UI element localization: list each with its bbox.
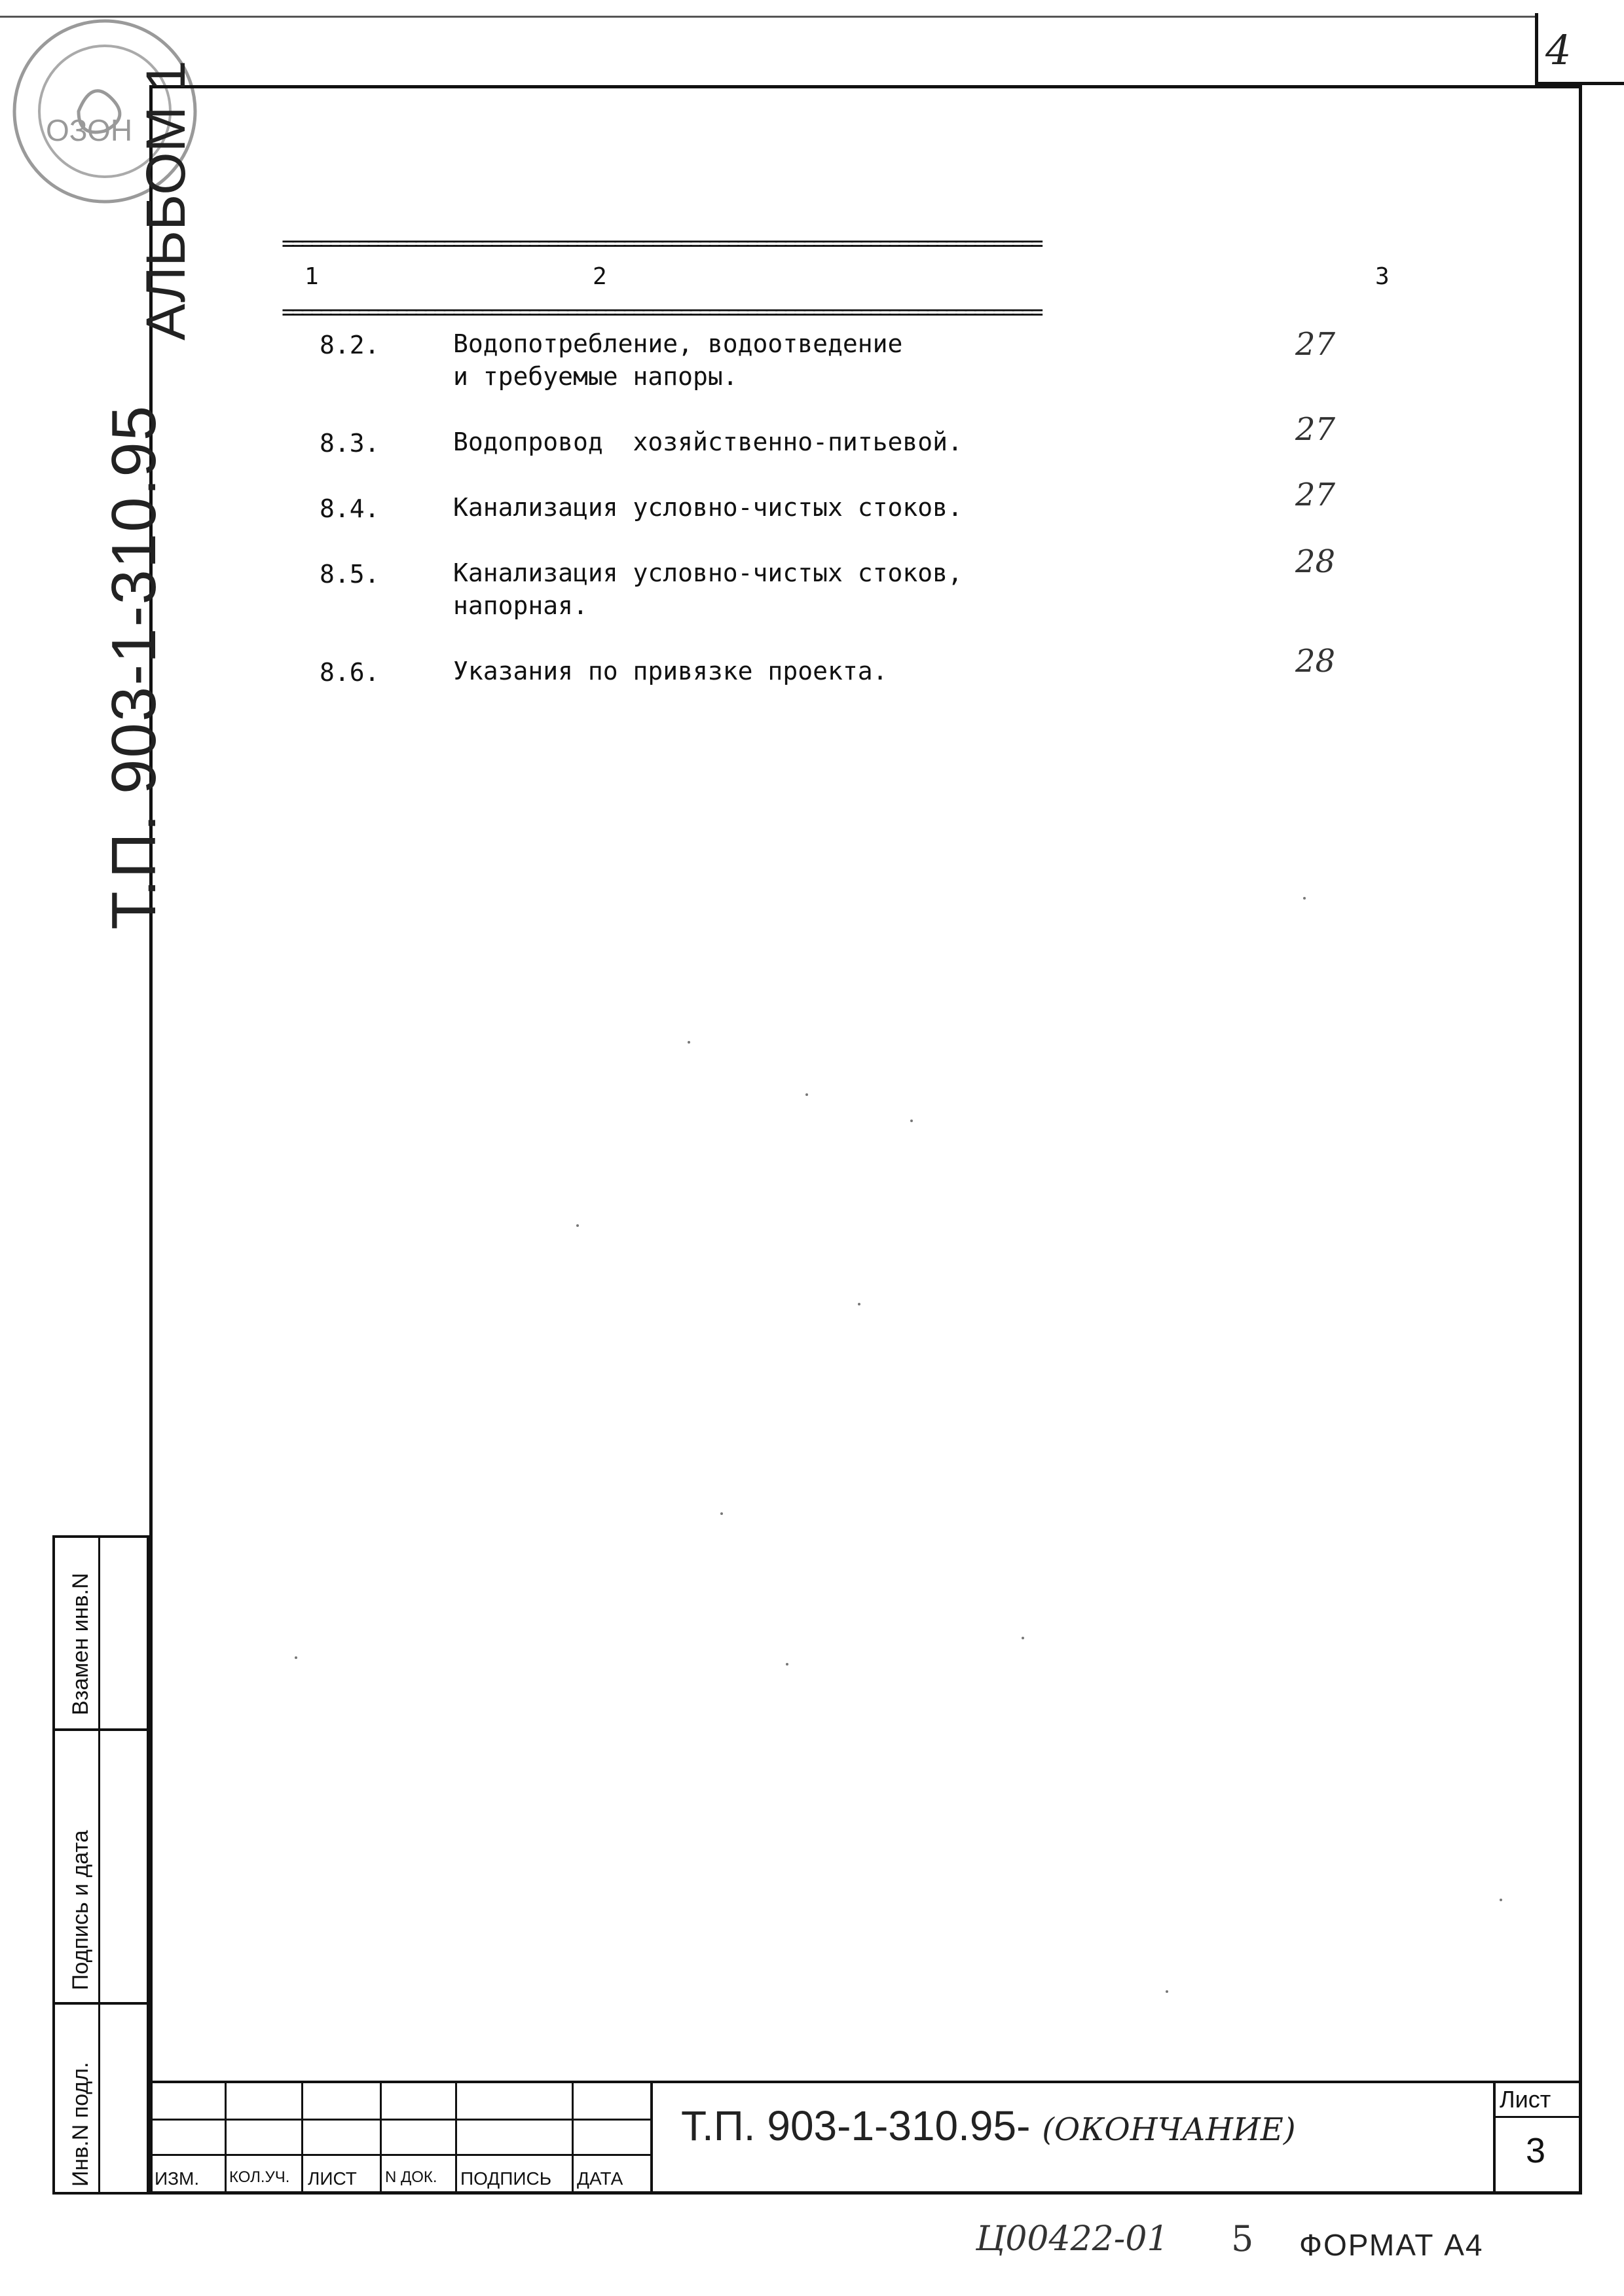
row-number: 8.2. [320, 331, 380, 359]
corner-sheet-number: 4 [1545, 26, 1572, 74]
title-block-top-line [149, 2081, 1582, 2083]
column-header-3: 3 [1375, 263, 1390, 290]
designation-suffix: (ОКОНЧАНИЕ) [1042, 2111, 1296, 2148]
row-page: 27 [1295, 477, 1336, 513]
title-block-col-line [572, 2081, 574, 2195]
drawing-frame [149, 85, 1582, 2195]
sheet-label: Лист [1500, 2086, 1551, 2113]
footer-code: Ц00422-01 [976, 2219, 1169, 2259]
title-block-col-line [455, 2081, 457, 2195]
row-page: 27 [1295, 326, 1336, 363]
top-border-line [0, 16, 1535, 18]
title-block-col-line [1493, 2081, 1496, 2195]
spine-title: Т.П. 903-1-310.95 [99, 404, 169, 930]
title-block-col-izm: ИЗМ. [155, 2168, 200, 2189]
title-block-col-list: ЛИСТ [308, 2168, 357, 2189]
row-page: 27 [1295, 411, 1336, 448]
side-field-inv-podl: Инв.N подл. [68, 2062, 93, 2187]
side-strip [52, 1535, 149, 2195]
title-block-col-podpis: ПОДПИСЬ [460, 2168, 552, 2189]
title-block-col-line [380, 2081, 382, 2195]
row-number: 8.3. [320, 429, 380, 458]
title-block-col-data: ДАТА [577, 2168, 623, 2189]
footer-number: 5 [1231, 2218, 1254, 2259]
side-strip-inner-line [98, 1535, 100, 2195]
row-number: 8.5. [320, 560, 380, 589]
side-strip-divider [52, 1728, 149, 1731]
row-page: 28 [1295, 643, 1336, 680]
column-header-1: 1 [304, 263, 319, 290]
row-text: Канализация условно-чистых стоков. [453, 493, 963, 522]
title-block-col-koluch: КОЛ.УЧ. [229, 2168, 290, 2186]
row-text: Указания по привязке проекта. [453, 657, 888, 685]
row-number: 8.4. [320, 494, 380, 523]
title-block-col-ndok: N ДОК. [385, 2168, 437, 2186]
title-block-sheet-line [1493, 2116, 1582, 2118]
column-header-2: 2 [593, 263, 607, 290]
side-field-vzamen: Взамен инв.N [68, 1573, 93, 1715]
row-text: Водопровод хозяйственно-питьевой. [453, 428, 963, 456]
row-text: Канализация условно-чистых стоков, напорная. [453, 558, 963, 620]
designation-code: Т.П. 903-1-310.95- [681, 2102, 1031, 2149]
row-text: Водопотребление, водоотведение и требуемые напоры. [453, 329, 903, 391]
title-block-col-line [225, 2081, 227, 2195]
table-separator-top: ================================================================================ [282, 232, 1040, 255]
side-strip-divider [52, 2002, 149, 2005]
sheet-number: 3 [1526, 2131, 1546, 2170]
row-page: 28 [1295, 543, 1336, 580]
footer-format: ФОРМАТ А4 [1299, 2228, 1484, 2262]
stamp-text: ОЗОН [46, 113, 133, 147]
document-designation [681, 2102, 1296, 2150]
row-number: 8.6. [320, 658, 380, 687]
title-block-col-line [301, 2081, 303, 2195]
table-separator-header: ================================================================================ [282, 301, 1040, 323]
spine-album: АЛЬБОМ 1 [135, 60, 196, 340]
side-field-podpis-data: Подпись и дата [68, 1830, 93, 1990]
title-block-col-line [650, 2081, 653, 2195]
